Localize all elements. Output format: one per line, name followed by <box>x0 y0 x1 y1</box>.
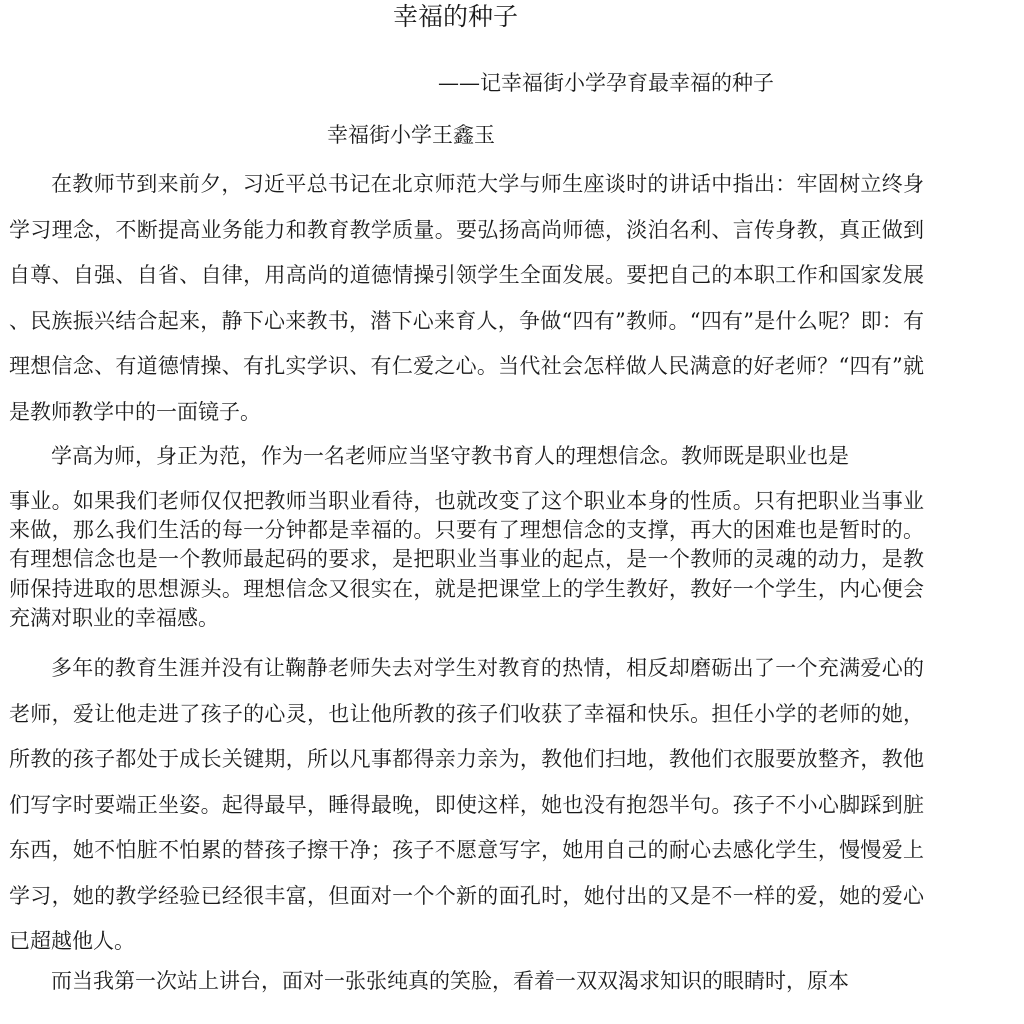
paragraph-2-continued: 事业。如果我们老师仅仅把教师当职业看待，也就改变了这个职业本身的性质。只有把职业当事业来做，那么我们生活的每一分钟都是幸福的。只要有了理想信念的支撑，再大的困难也是暂时的。有理想信念也是一个教师最起码的要求，是把职业当事业的起点，是一个教师的灵魂的动力，是教师保持进取的思想源头。理想信念又很实在，就是把课堂上的学生教好，教好一个学生，内心便会充满对职业的幸福感。 <box>9 489 924 630</box>
paragraph-3: 多年的教育生涯并没有让鞠静老师失去对学生对教育的热情，相反却磨砺出了一个充满爱心的老师，爱让他走进了孩子的心灵，也让他所教的孩子们收获了幸福和快乐。担任小学的老师的她，所教的孩子都处于成长关键期，所以凡事都得亲力亲为，教他们扫地，教他们衣服要放整齐，教他们写字时要端正坐姿。起得最早，睡得最晚，即使这样，她也没有抱怨半句。孩子不小心脚踩到脏东西，她不怕脏不怕累的替孩子擦干净；孩子不愿意写字，她用自己的耐心去感化学生，慢慢爱上学习，她的教学经验已经很丰富，但面对一个个新的面孔时，她付出的又是不一样的爱，她的爱心已超越他人。 <box>9 656 924 953</box>
document-author: 幸福街小学王鑫玉 <box>327 123 495 147</box>
document-title: 幸福的种子 <box>393 2 519 31</box>
paragraph-4: 而当我第一次站上讲台，面对一张张纯真的笑脸，看着一双双渴求知识的眼睛时，原本 <box>51 969 849 993</box>
document-subtitle: ——记幸福街小学孕育最幸福的种子 <box>438 71 774 95</box>
paragraph-1: 在教师节到来前夕，习近平总书记在北京师范大学与师生座谈时的讲话中指出：牢固树立终身学习理念，不断提高业务能力和教育教学质量。要弘扬高尚师德，淡泊名利、言传身教，真正做到自尊、自强、自省、自律，用高尚的道德情操引领学生全面发展。要把自己的本职工作和国家发展、民族振兴结合起来，静下心来教书，潜下心来育人，争做“四有”教师。“四有”是什么呢？即：有理想信念、有道德情操、有扎实学识、有仁爱之心。当代社会怎样做人民满意的好老师？“四有”就是教师教学中的一面镜子。 <box>9 172 924 424</box>
paragraph-2-first-line: 学高为师，身正为范，作为一名老师应当坚守教书育人的理想信念。教师既是职业也是 <box>51 444 849 468</box>
